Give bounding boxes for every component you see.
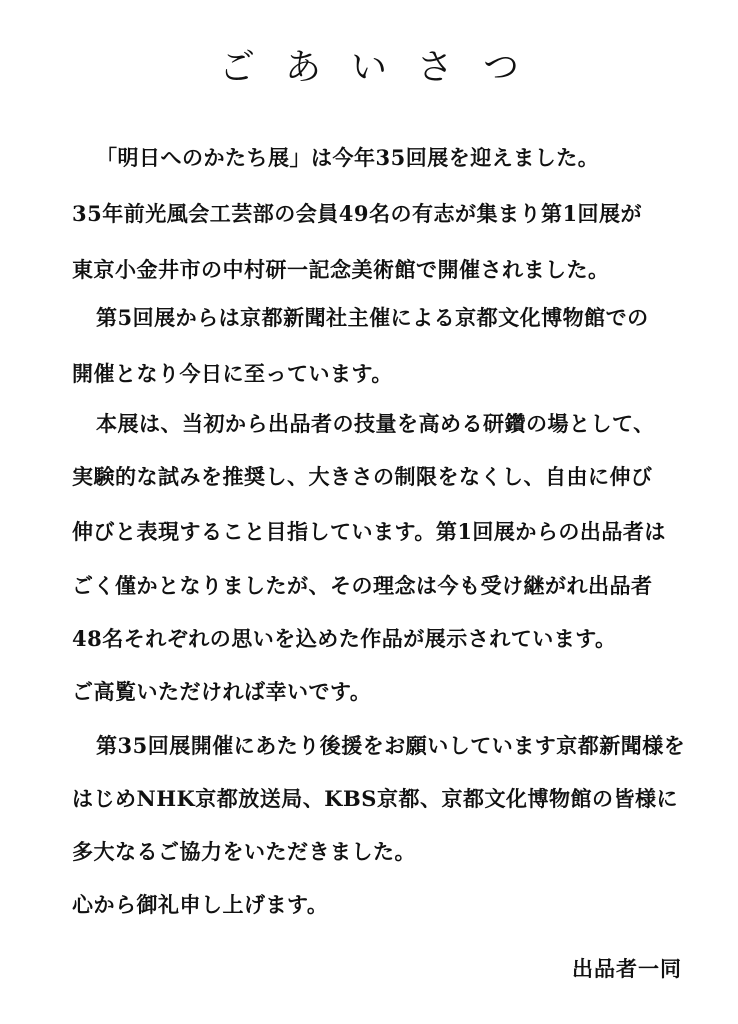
body-line-11: ご高覧いただければ幸いです。 bbox=[72, 679, 372, 704]
body-line-9: ごく僅かとなりましたが、その理念は今も受け継がれ出品者 bbox=[72, 573, 653, 598]
page-title: ごあいさつ bbox=[218, 47, 549, 88]
body-line-7: 実験的な試みを推奨し、大きさの制限をなくし、自由に伸び bbox=[72, 464, 653, 489]
body-line-15: 心から御礼申し上げます。 bbox=[72, 892, 329, 917]
body-line-8: 伸びと表現すること目指しています。第1回展からの出品者は bbox=[72, 519, 666, 544]
body-line-4: 第5回展からは京都新聞社主催による京都文化博物館での bbox=[96, 305, 649, 330]
signature: 出品者一同 bbox=[572, 956, 682, 981]
body-line-13: はじめNHK京都放送局、KBS京都、京都文化博物館の皆様に bbox=[72, 786, 678, 811]
body-line-2: 35年前光風会工芸部の会員49名の有志が集まり第1回展が bbox=[72, 201, 643, 226]
body-line-1: 「明日へのかたち展」は今年35回展を迎えました。 bbox=[96, 145, 600, 170]
body-line-6: 本展は、当初から出品者の技量を高める研鑽の場として、 bbox=[96, 411, 655, 436]
body-line-3: 東京小金井市の中村研一記念美術館で開催されました。 bbox=[72, 257, 610, 282]
body-line-5: 開催となり今日に至っています。 bbox=[72, 361, 393, 386]
body-line-10: 48名それぞれの思いを込めた作品が展示されています。 bbox=[72, 626, 617, 651]
body-line-14: 多大なるご協力をいただきました。 bbox=[72, 839, 416, 864]
body-line-12: 第35回展開催にあたり後援をお願いしています京都新聞様を bbox=[96, 733, 686, 758]
